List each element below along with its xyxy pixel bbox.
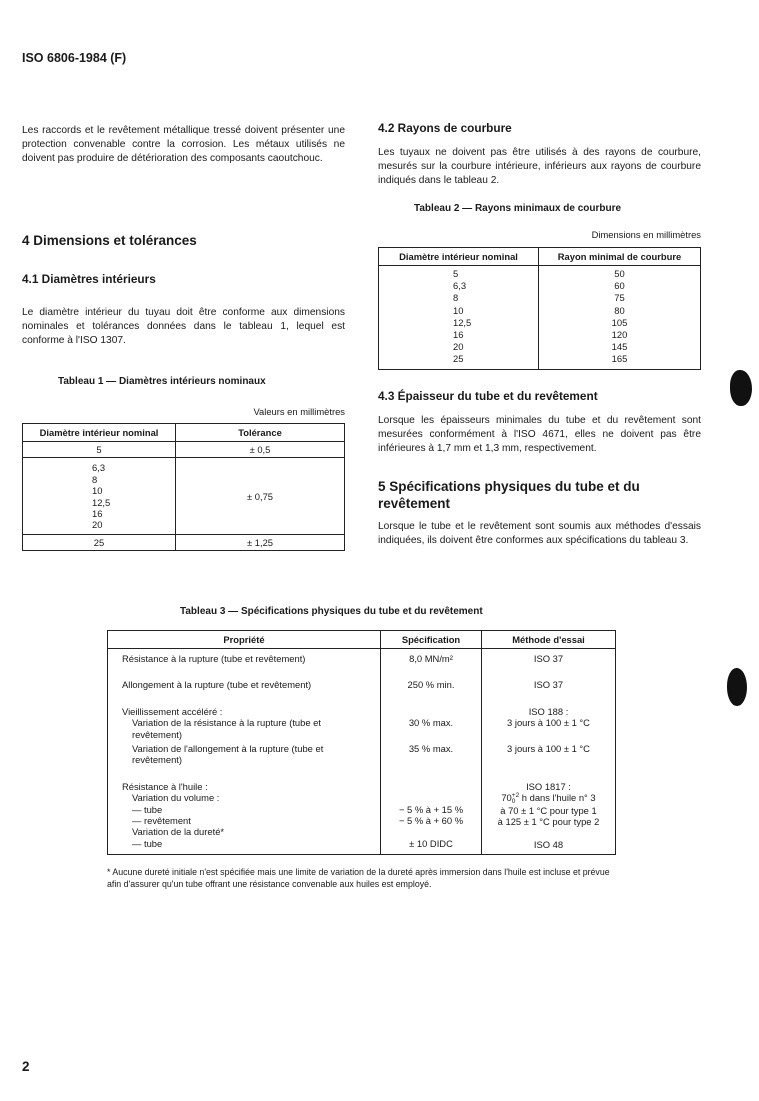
table-1-diameter: 20 (92, 519, 103, 531)
table-3-subproperty: Variation de la résistance à la rupture (tube et (132, 717, 321, 729)
table-2-radius: 120 (611, 329, 628, 341)
table-3-spec-cell (381, 779, 482, 855)
table-3-method: ISO 188 : (528, 705, 569, 717)
table-3-spec: 8,0 MN/m² (381, 649, 482, 678)
table-3-property-cell (108, 704, 381, 779)
table-1-cell: 25 (23, 534, 176, 550)
table-2-caption: Tableau 2 — Rayons minimaux de courbure (414, 203, 622, 214)
table-1-diameter: 8 (92, 473, 98, 485)
table-2-radius: 165 (611, 353, 628, 365)
table-2-diameter: 6,3 (453, 280, 467, 292)
section-5-title-line-1: 5 Spécifications physiques du tube et du (378, 479, 640, 494)
table-3-header: Spécification (381, 631, 482, 649)
table-row (108, 677, 616, 703)
table-2-unit: Dimensions en millimètres (591, 229, 701, 240)
table-3-subproperty: revêtement) (132, 728, 183, 740)
table-3-subproperty: revêtement) (132, 754, 183, 766)
table-3-subproperty: Variation du volume : (132, 792, 220, 804)
table-3-spec: 250 % min. (381, 677, 482, 703)
table-3-caption: Tableau 3 — Spécifications physiques du tube et du revêtement (180, 606, 483, 617)
table-1 (22, 423, 345, 551)
table-row (108, 649, 616, 678)
table-3-method: à 70 ± 1 °C pour type 1 (500, 804, 597, 816)
table-3-method: 3 jours à 100 ± 1 °C (507, 743, 590, 755)
table-3-method (482, 792, 615, 805)
section-4-3-title: 4.3 Épaisseur du tube et du revêtement (378, 389, 598, 403)
table-2-radius: 145 (611, 341, 628, 353)
table-1-cell: ± 0,75 (176, 458, 345, 534)
table-3-spec: 30 % max. (408, 717, 454, 729)
table-3-spec: ± 10 DIDC (409, 837, 453, 849)
table-2-diameter: 25 (453, 353, 464, 365)
table-1-header: Diamètre intérieur nominal (23, 424, 176, 442)
table-2-radius: 75 (614, 292, 625, 304)
section-4-1-paragraph: Le diamètre intérieur du tuyau doit être conforme aux dimensions nominales et tolérances données dans le tableau 1, lequel est conforme à l'ISO 1307. (22, 307, 345, 346)
table-3-method: ISO 1817 : (526, 780, 571, 792)
table-2-header: Diamètre intérieur nominal (379, 248, 539, 266)
page-number: 2 (22, 1059, 30, 1074)
document-id: ISO 6806-1984 (F) (22, 51, 127, 65)
table-2-diameter: 10 (453, 304, 464, 316)
section-5-title-line-2: revêtement (378, 496, 451, 511)
table-1-cell: 5 (23, 442, 176, 458)
table-3-spec: − 5 % à + 15 % (398, 803, 464, 815)
table-3-method: ISO 48 (533, 838, 564, 850)
table-1-diameter: 6,3 (92, 462, 106, 474)
table-2-diameter: 20 (453, 341, 464, 353)
table-1-header-row (23, 424, 345, 442)
table-3-subproperty: Variation de la dureté* (132, 826, 225, 838)
table-1-unit: Valeurs en millimètres (253, 406, 345, 417)
section-4-2-title: 4.2 Rayons de courbure (378, 121, 512, 135)
table-3-property: Résistance à la rupture (tube et revêtement) (108, 649, 381, 678)
table-2-radius: 80 (614, 304, 625, 316)
table-3-subproperty: — tube (132, 803, 163, 815)
table-3-subproperty: — revêtement (132, 815, 191, 827)
table-row (23, 458, 345, 534)
binding-hole-mark-lower (727, 668, 747, 706)
binding-hole-mark-upper (730, 370, 752, 406)
table-2-radius-cell (539, 266, 701, 370)
table-3-spec-cell (381, 704, 482, 779)
table-2-diameter: 16 (453, 329, 464, 341)
table-row (379, 266, 701, 370)
table-1-header: Tolérance (176, 424, 345, 442)
table-3-header: Méthode d'essai (482, 631, 616, 649)
table-1-caption: Tableau 1 — Diamètres intérieurs nominaux (58, 376, 266, 387)
section-4-1-title: 4.1 Diamètres intérieurs (22, 272, 156, 286)
table-3-spec: − 5 % à + 60 % (398, 815, 464, 827)
table-3-header: Propriété (108, 631, 381, 649)
table-1-cell: ± 1,25 (176, 534, 345, 550)
section-4-2-paragraph: Les tuyaux ne doivent pas être utilisés à des rayons de courbure, mesurés sur la courbure intérieure, inférieurs aux rayons de courbure indiqués dans le tableau 2. (378, 147, 701, 186)
table-1-diameter: 10 (92, 485, 103, 497)
tolerance-lower: 0 (511, 797, 516, 805)
table-2-radius: 50 (614, 268, 625, 279)
table-3-subproperty: — tube (132, 837, 163, 849)
table-3-property-cell (108, 779, 381, 855)
table-3-footnote: * Aucune dureté initiale n'est spécifiée mais une limite de variation de la dureté après immersion dans l'huile est incluse et prévue afin d'assurer qu'un tube offrant une résistance convenable aux huiles est employé. (107, 867, 610, 889)
table-2-radius: 105 (611, 316, 628, 328)
table-3-property: Vieillissement accéléré : (122, 705, 223, 717)
table-2-header: Rayon minimal de courbure (539, 248, 701, 266)
table-2-header-row (379, 248, 701, 266)
table-3-subproperty: Variation de l'allongement à la rupture (tube et (132, 743, 324, 755)
section-4-3-paragraph: Lorsque les épaisseurs minimales du tube et du revêtement sont mesurées conformément à l'ISO 4671, elles ne doivent pas être inférieures à 1,7 mm et 1,3 mm, respectivement. (378, 415, 701, 454)
table-row (108, 779, 616, 855)
table-1-cell: ± 0,5 (176, 442, 345, 458)
table-2-diameter: 12,5 (453, 316, 472, 328)
table-3-method-cell (482, 704, 616, 779)
section-5-title (378, 478, 640, 512)
table-2 (378, 247, 701, 370)
table-3-spec: 35 % max. (408, 743, 454, 755)
table-2-radius: 60 (614, 280, 625, 292)
table-3-method: ISO 37 (482, 677, 616, 703)
table-3-method: 3 jours à 100 ± 1 °C (507, 717, 590, 729)
table-2-diameter: 5 (453, 268, 459, 279)
intro-paragraph: Les raccords et le revêtement métallique tressé doivent présenter une protection convenable contre la corrosion. Les métaux utilisés ne doivent pas produire de détérioration des composants caoutchouc. (22, 125, 345, 164)
table-1-diameter: 16 (92, 508, 103, 520)
table-3-method-value: 70 (501, 792, 512, 804)
section-5-paragraph: Lorsque le tube et le revêtement sont soumis aux méthodes d'essais indiquées, ils doivent être conformes aux spécifications du tableau 3. (378, 521, 701, 546)
table-row (108, 704, 616, 779)
table-2-diameter-cell (379, 266, 539, 370)
section-4-title: 4 Dimensions et tolérances (22, 233, 197, 248)
table-3-property: Résistance à l'huile : (122, 780, 208, 792)
table-3-header-row (108, 631, 616, 649)
table-row (23, 534, 345, 550)
table-3-method: ISO 37 (482, 649, 616, 678)
table-3 (107, 630, 616, 855)
table-3-method: à 125 ± 1 °C pour type 2 (497, 816, 600, 828)
table-2-diameter: 8 (453, 292, 459, 304)
table-1-cell (23, 458, 176, 534)
table-3-property: Allongement à la rupture (tube et revêtement) (108, 677, 381, 703)
table-3-method-cell (482, 779, 616, 855)
table-row (23, 442, 345, 458)
tolerance-upper: +2 (511, 791, 520, 799)
table-3-method-text: h dans l'huile n° 3 (519, 792, 596, 804)
table-1-diameter: 12,5 (92, 496, 111, 508)
